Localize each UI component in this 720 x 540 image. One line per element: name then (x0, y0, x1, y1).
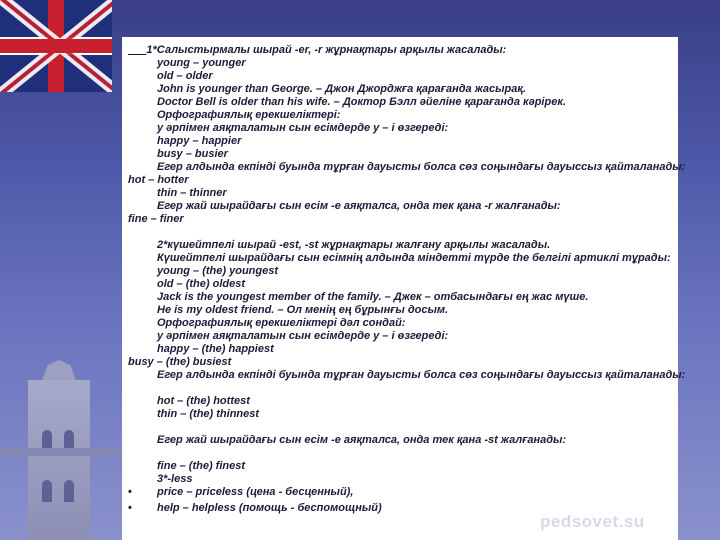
line: John is younger than George. – Джон Джорджға қарағанда жасырақ. (157, 83, 527, 95)
line: Егер алдында екпінді буында тұрған дауысты болса сөз соңындағы дауыссыз қайталанады: (157, 369, 686, 381)
tower-bridge-image (0, 360, 125, 540)
line: He is my oldest friend. – Ол менің ең бұрынғы досым. (157, 304, 449, 316)
line: у әрпімен аяқталатын сын есімдерде у – і өзгереді: (157, 122, 449, 134)
line: Күшейтпелі шырайдағы сын есімнің алдында міндетті түрде the белгілі артиклі тұрады: (157, 252, 671, 264)
line: Doctor Bell is older than his wife. – Доктор Бэлл әйеліне қарағанда кәрірек. (157, 96, 566, 108)
line: Егер жай шырайдағы сын есім -е аяқталса, онда тек қана -r жалғанады: (157, 200, 561, 212)
list-item: • help – helpless (помощь - беспомощный) (128, 502, 382, 514)
line: hot – (the) hottest (157, 395, 250, 407)
line: old – older (157, 70, 213, 82)
line: hot – hotter (128, 174, 189, 186)
line: young – (the) youngest (157, 265, 278, 277)
line: busy – busier (157, 148, 228, 160)
line-less-heading: 3*-less (157, 473, 193, 485)
line: young – younger (157, 57, 246, 69)
line: thin – thinner (157, 187, 227, 199)
bullet-icon: • (128, 486, 132, 498)
line: Орфографиялық ерекшеліктері: (157, 109, 341, 121)
line: happy – (the) happiest (157, 343, 274, 355)
slide-body (128, 44, 720, 515)
bullet-icon: • (128, 502, 132, 514)
line: у әрпімен аяқталатын сын есімдерде у – і өзгереді: (157, 330, 449, 342)
line: Jack is the youngest member of the family. – Джек – отбасындағы ең жас мүше. (157, 291, 589, 303)
line: busy – (the) busiest (128, 356, 232, 368)
list-item: • price – priceless (цена - бесценный), (128, 486, 354, 498)
line: Егер алдында екпінді буында тұрған дауысты болса сөз соңындағы дауыссыз қайталанады: (157, 161, 686, 173)
site-logo: pedsovet.su (540, 512, 645, 531)
line: Егер жай шырайдағы сын есім -е аяқталса, онда тек қана -st жалғанады: (157, 434, 567, 446)
line: fine – (the) finest (157, 460, 246, 472)
line-superlative-heading: 2*күшейтпелі шырай -est, -st жұрнақтары жалғану арқылы жасалады. (157, 239, 551, 251)
line-comparative-heading: 1*Салыстырмалы шырай -er, -r жұрнақтары арқылы жасалады: (146, 44, 507, 56)
line: happy – happier (157, 135, 242, 147)
line: fine – finer (128, 213, 184, 225)
line: thin – (the) thinnest (157, 408, 260, 420)
union-jack-flag (0, 0, 112, 92)
line: Орфографиялық ерекшеліктері дәл сондай: (157, 317, 406, 329)
line: old – (the) oldest (157, 278, 245, 290)
